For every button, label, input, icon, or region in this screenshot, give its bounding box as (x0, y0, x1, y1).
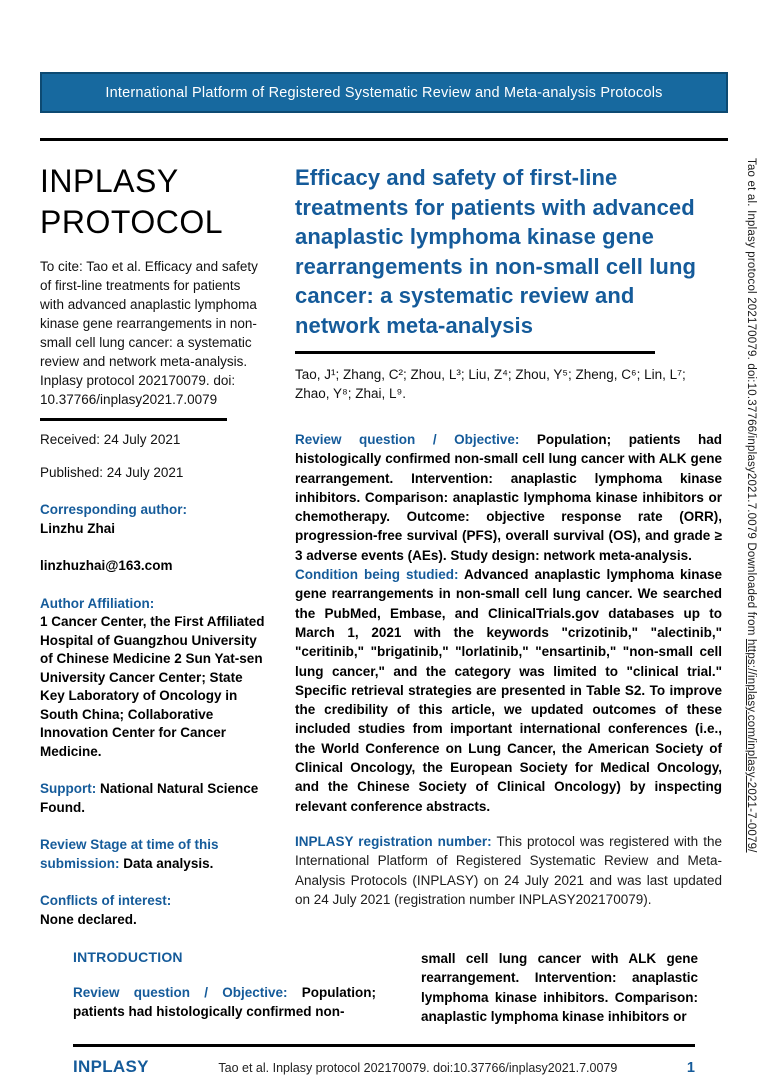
introduction-objective-label: Review question / Objective: (73, 985, 288, 1000)
condition-paragraph (295, 565, 722, 816)
introduction-left-column (73, 949, 376, 1026)
corresponding-author-email: linzhuzhai@163.com (40, 558, 173, 573)
article-column (295, 161, 722, 929)
review-stage-text: Data analysis. (123, 855, 214, 871)
introduction-heading: INTRODUCTION (73, 949, 183, 965)
footer-citation: Tao et al. Inplasy protocol 202170079. doi:10.37766/inplasy2021.7.0079 (218, 1061, 618, 1076)
title-divider (295, 351, 655, 354)
introduction-left-text: Population; patients had histologically confirmed non- (73, 985, 376, 1020)
registration-label: INPLASY registration number: (295, 833, 492, 849)
corresponding-author-block (40, 501, 265, 538)
affiliation-text: 1 Cancer Center, the First Affiliated Hospital of Guangzhou University of Chinese Medicine 2 Sun Yat-sen University Cancer Center; State Key Laboratory of Oncology in South China; Collaborative Innovation Center for Cancer Medicine. (40, 614, 265, 759)
review-question-paragraph (295, 430, 722, 565)
left-column-divider (40, 418, 227, 421)
review-stage-block (40, 836, 265, 873)
affiliation-block (40, 595, 265, 762)
condition-text: Advanced anaplastic lymphoma kinase gene rearrangements in non-small cell lung cancer. We searched the PubMed, Embase, and ClinicalTrials.gov databases up to March 1, 2021 with the keywords "crizotinib," "alectinib," "ceritinib," "brigatinib," "lorlatinib," "ensartinib," "non-small cell lung cancer," and the category was limited to "clinical trial." Specific retrieval strategies are presented in Table S2. To improve the credibility of this article, we updated outcomes of these included studies from important international conferences (i.e., the World Conference on Lung Cancer, the American Society of Clinical Oncology, the European Society for Medical Oncology, and the Chinese Society of Clinical Oncology) by inspecting relevant conference abstracts. (295, 567, 722, 814)
corresponding-author-label: Corresponding author: (40, 502, 187, 517)
masthead (40, 161, 265, 243)
banner (40, 72, 728, 113)
main-columns (40, 161, 728, 929)
introduction-right-column (421, 949, 698, 1026)
banner-title: International Platform of Registered Systematic Review and Meta-analysis Protocols (105, 84, 663, 101)
support-label: Support: (40, 781, 97, 796)
registration-text: This protocol was registered with the International Platform of Registered Systematic Review and Meta-Analysis Protocols (INPLASY) on 24 July 2021 and was last updated on 24 July 2021 (registration number INPLASY202170079). (295, 833, 723, 907)
conflicts-text: None declared. (40, 911, 137, 927)
vertical-citation-link[interactable]: https://inplasy.com/inplasy-2021-7-0079/ (745, 638, 757, 853)
registration-paragraph (295, 832, 722, 909)
top-divider (40, 138, 728, 141)
page-number: 1 (686, 1060, 695, 1077)
introduction-right-text: small cell lung cancer with ALK gene rearrangement. Intervention: anaplastic lymphoma kinase inhibitors. Comparison: anaplastic lymphoma kinase inhibitors or (421, 951, 698, 1024)
conflicts-label: Conflicts of interest: (40, 893, 172, 908)
review-question-text: Population; patients had histologically confirmed non-small cell lung cancer with ALK gene rearrangement. Intervention: anaplastic lymphoma kinase inhibitors. Comparison: anaplastic lymphoma kinase inhibitors or chemotherapy. Outcome: objective response rate (ORR), progression-free survival (PFS), overall survival (OS), and grade ≥ 3 adverse events (AEs). Study design: network meta-analysis. (295, 432, 722, 563)
affiliation-label: Author Affiliation: (40, 595, 155, 611)
conflicts-block (40, 892, 265, 929)
page-footer (73, 1057, 695, 1077)
introduction-left-paragraph (73, 983, 376, 1022)
to-cite-text: To cite: Tao et al. Efficacy and safety of first-line treatments for patients with advanced anaplastic lymphoma kinase gene rearrangements in non-small cell lung cancer: a systematic review and network meta-analysis. Inplasy protocol 202170079. doi: 10.37766/inplasy2021.7.0079 (40, 259, 258, 407)
footer-brand: INPLASY (73, 1057, 149, 1077)
published-date: Published: 24 July 2021 (40, 465, 184, 480)
support-text: National Natural Science Found. (40, 781, 259, 815)
support-block (40, 780, 265, 817)
author-list: Tao, J¹; Zhang, C²; Zhou, L³; Liu, Z⁴; Zhou, Y⁵; Zheng, C⁶; Lin, L⁷; Zhao, Y⁸; Zhai, L⁹. (295, 367, 686, 401)
condition-label: Condition being studied: (295, 567, 459, 583)
article-title: Efficacy and safety of first-line treatments for patients with advanced anaplastic lymphoma kinase gene rearrangements in non-small cell lung cancer: a systematic review and network meta-analysis (295, 165, 697, 338)
abstract-paragraphs (295, 430, 722, 909)
review-question-label: Review question / Objective: (295, 432, 520, 447)
left-column (40, 161, 278, 929)
received-date: Received: 24 July 2021 (40, 432, 181, 447)
footer-divider (73, 1044, 695, 1047)
vertical-citation-sidebar (745, 158, 757, 853)
vertical-citation-text: Tao et al. Inplasy protocol 202170079. doi:10.37766/inplasy2021.7.0079 Downloaded from (745, 158, 757, 639)
masthead-line1: INPLASY (40, 163, 179, 199)
masthead-line2: PROTOCOL (40, 204, 223, 240)
introduction-section (73, 949, 698, 1026)
review-stage-label: Review Stage at time of this submission: (40, 837, 219, 871)
corresponding-author-name: Linzhu Zhai (40, 520, 115, 536)
